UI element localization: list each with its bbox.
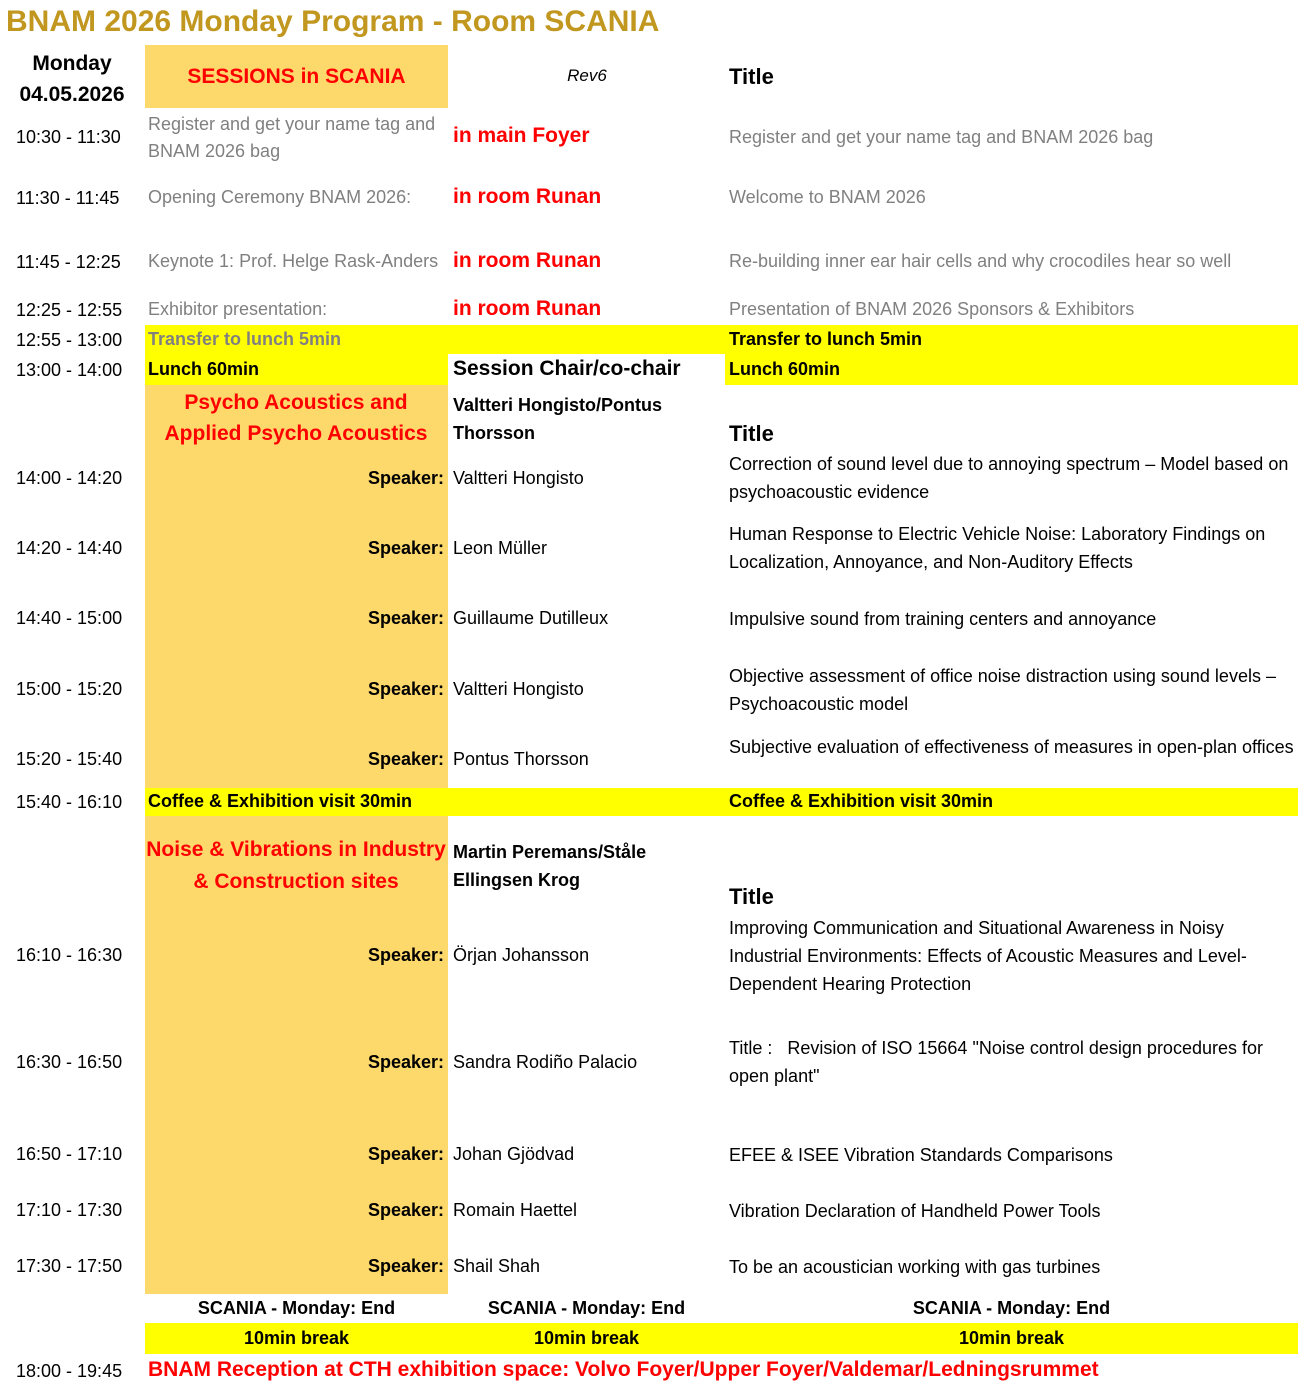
time-coffee: 15:40 - 16:10 — [16, 792, 123, 812]
speaker-label: Speaker: — [367, 1256, 444, 1276]
speaker-label: Speaker: — [367, 1200, 444, 1220]
coffee-left: Coffee & Exhibition visit 30min — [148, 791, 413, 811]
keynote-title: Re-building inner ear hair cells and why crocodiles hear so well — [729, 251, 1232, 271]
header-date: 04.05.2026 — [19, 83, 125, 106]
break-col2: 10min break — [533, 1328, 640, 1348]
speaker-name: Pontus Thorsson — [453, 749, 589, 769]
transfer-right: Transfer to lunch 5min — [729, 329, 923, 349]
speaker-label: Speaker: — [367, 749, 444, 769]
opening-title: Welcome to BNAM 2026 — [729, 187, 926, 207]
speaker-name: Guillaume Dutilleux — [453, 608, 609, 628]
reception-text: BNAM Reception at CTH exhibition space: Volvo Foyer/Upper Foyer/Valdemar/Ledningsrummet — [148, 1358, 1099, 1381]
time-keynote: 11:45 - 12:25 — [16, 252, 121, 272]
keynote-event: Keynote 1: Prof. Helge Rask-Anders — [148, 251, 439, 271]
speaker-label: Speaker: — [367, 608, 444, 628]
time-transfer: 12:55 - 13:00 — [16, 330, 123, 350]
time-registration: 10:30 - 11:30 — [16, 127, 121, 147]
talk-title: Objective assessment of office noise distraction using sound levels – Psychoacoustic model — [729, 666, 1276, 714]
header-day-date — [0, 48, 144, 110]
talk-title: Correction of sound level due to annoying spectrum – Model based on psychoacoustic evidence — [729, 454, 1289, 502]
speaker-name: Sandra Rodiño Palacio — [453, 1052, 638, 1072]
session1-chairs: Valtteri Hongisto/Pontus Thorsson — [453, 395, 663, 443]
talk-title: Vibration Declaration of Handheld Power Tools — [729, 1201, 1101, 1221]
talk-title: EFEE & ISEE Vibration Standards Comparisons — [729, 1145, 1113, 1165]
exhibitor-title: Presentation of BNAM 2026 Sponsors & Exhibitors — [729, 299, 1135, 319]
end-label-col1: SCANIA - Monday: End — [197, 1298, 396, 1318]
registration-location: in main Foyer — [453, 124, 590, 147]
opening-location: in room Runan — [453, 185, 602, 208]
talk-title: Impulsive sound from training centers and annoyance — [729, 609, 1157, 629]
session1-name: Psycho Acoustics and Applied Psycho Acoustics — [164, 391, 428, 445]
time-s1-talk4: 15:00 - 15:20 — [16, 679, 123, 699]
registration-title: Register and get your name tag and BNAM 2026 bag — [729, 127, 1154, 147]
title-column-heading: Title — [729, 64, 774, 89]
opening-event: Opening Ceremony BNAM 2026: — [148, 187, 412, 207]
speaker-name: Valtteri Hongisto — [453, 679, 584, 699]
lunch-right: Lunch 60min — [729, 359, 841, 379]
page-title: BNAM 2026 Monday Program - Room SCANIA — [6, 5, 660, 38]
exhibitor-event: Exhibitor presentation: — [148, 299, 328, 319]
speaker-label: Speaker: — [367, 538, 444, 558]
keynote-location: in room Runan — [453, 249, 602, 272]
speaker-name: Romain Haettel — [453, 1200, 578, 1220]
talk-title: Human Response to Electric Vehicle Noise: Laboratory Findings on Localization, Annoyance, and Non-Auditory Effects — [729, 524, 1266, 572]
time-s1-talk3: 14:40 - 15:00 — [16, 608, 123, 628]
session2-name: Noise & Vibrations in Industry & Construction sites — [146, 838, 446, 893]
time-s2-talk5: 17:30 - 17:50 — [16, 1256, 123, 1276]
speaker-name: Örjan Johansson — [453, 945, 590, 965]
time-s2-talk4: 17:10 - 17:30 — [16, 1200, 123, 1220]
speaker-label: Speaker: — [367, 468, 444, 488]
speaker-name: Johan Gjödvad — [453, 1144, 575, 1164]
end-label-col3: SCANIA - Monday: End — [912, 1298, 1111, 1318]
sessions-heading: SESSIONS in SCANIA — [145, 45, 448, 108]
revision-label: Rev6 — [567, 66, 607, 85]
speaker-label: Speaker: — [367, 1052, 444, 1072]
header-day: Monday — [32, 52, 112, 75]
time-reception: 18:00 - 19:45 — [16, 1361, 123, 1381]
time-lunch: 13:00 - 14:00 — [16, 360, 123, 380]
session2-chairs: Martin Peremans/Ståle Ellingsen Krog — [453, 842, 647, 890]
lunch-left: Lunch 60min — [148, 359, 260, 379]
speaker-label: Speaker: — [367, 945, 444, 965]
exhibitor-location: in room Runan — [453, 297, 602, 320]
time-s2-talk3: 16:50 - 17:10 — [16, 1144, 123, 1164]
talk-title: To be an acoustician working with gas turbines — [729, 1257, 1101, 1277]
time-s1-talk1: 14:00 - 14:20 — [16, 468, 123, 488]
break-col3: 10min break — [958, 1328, 1065, 1348]
speaker-label: Speaker: — [367, 679, 444, 699]
transfer-left: Transfer to lunch 5min — [148, 329, 342, 349]
session2-title-heading: Title — [729, 884, 774, 909]
speaker-name: Valtteri Hongisto — [453, 468, 584, 488]
speaker-name: Leon Müller — [453, 538, 548, 558]
end-label-col2: SCANIA - Monday: End — [487, 1298, 686, 1318]
speaker-label: Speaker: — [367, 1144, 444, 1164]
time-exhibitor: 12:25 - 12:55 — [16, 300, 123, 320]
talk-title: Improving Communication and Situational Awareness in Noisy Industrial Environments: Effects of Acoustic Measures and Level-Dependent Hearing Protection — [729, 918, 1247, 994]
coffee-right: Coffee & Exhibition visit 30min — [729, 791, 994, 811]
speaker-name: Shail Shah — [453, 1256, 541, 1276]
time-s1-talk2: 14:20 - 14:40 — [16, 538, 123, 558]
session-chair-heading: Session Chair/co-chair — [453, 357, 681, 380]
break-col1: 10min break — [243, 1328, 350, 1348]
time-opening: 11:30 - 11:45 — [16, 188, 120, 208]
talk-title: Subjective evaluation of effectiveness of measures in open-plan offices — [729, 737, 1294, 757]
time-s2-talk2: 16:30 - 16:50 — [16, 1052, 123, 1072]
registration-event: Register and get your name tag and BNAM 2026 bag — [148, 114, 436, 161]
session1-title-heading: Title — [729, 421, 774, 446]
talk-title: Title : Revision of ISO 15664 "Noise control design procedures for open plant" — [729, 1038, 1269, 1086]
time-s1-talk5: 15:20 - 15:40 — [16, 749, 123, 769]
time-s2-talk1: 16:10 - 16:30 — [16, 945, 123, 965]
